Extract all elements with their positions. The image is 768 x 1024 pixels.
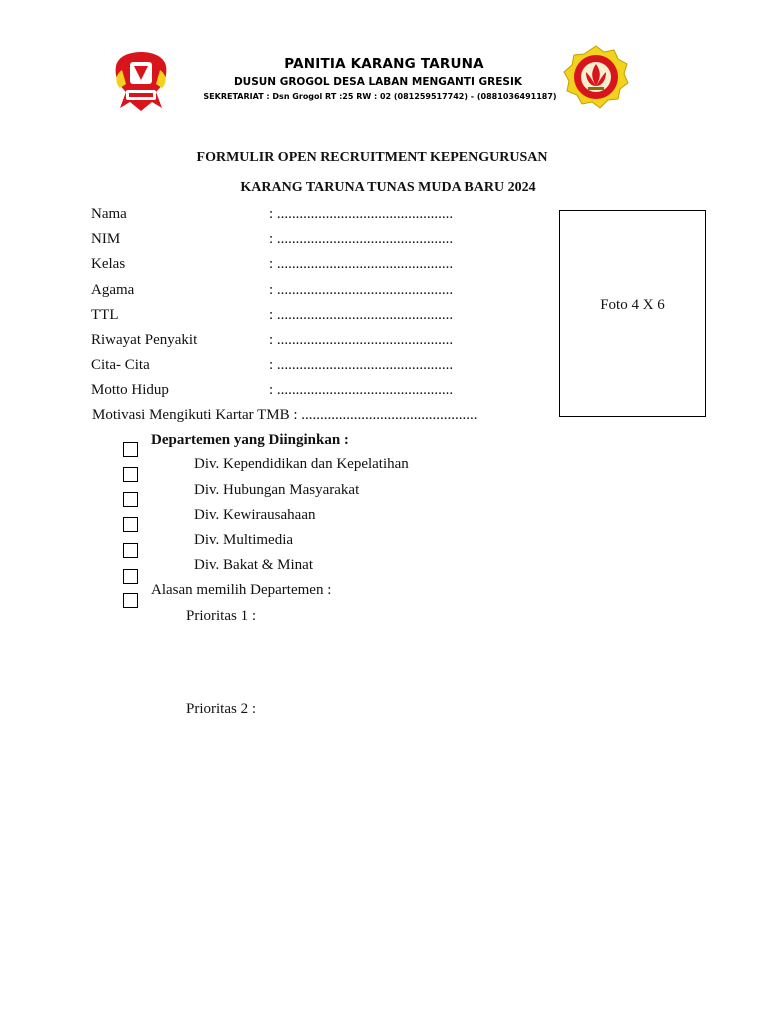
form-subtitle: KARANG TARUNA TUNAS MUDA BARU 2024 — [240, 180, 536, 195]
checkbox-3[interactable] — [123, 492, 138, 507]
photo-box — [559, 210, 706, 417]
photo-label: Foto 4 X 6 — [600, 297, 665, 313]
field-blank-cita-cita[interactable]: : ............................................... — [269, 357, 454, 373]
department-item: Div. Kewirausahaan — [194, 507, 316, 523]
org-address: DUSUN GROGOL DESA LABAN MENGANTI GRESIK — [233, 76, 523, 88]
checkbox-5[interactable] — [123, 543, 138, 558]
form-title: FORMULIR OPEN RECRUITMENT KEPENGURUSAN — [196, 150, 548, 165]
checkbox-1[interactable] — [123, 442, 138, 457]
checkbox-4[interactable] — [123, 517, 138, 532]
department-item: Div. Hubungan Masyarakat — [194, 482, 360, 498]
reason-label: Alasan memilih Departemen : — [151, 582, 332, 598]
field-label-nama: Nama — [91, 206, 127, 222]
field-blank-agama[interactable]: : ............................................... — [269, 282, 454, 298]
department-item: Div. Multimedia — [194, 532, 294, 548]
field-label-motto-hidup: Motto Hidup — [91, 382, 169, 398]
field-label-kelas: Kelas — [91, 256, 126, 272]
field-blank-motto-hidup[interactable]: : ............................................... — [269, 382, 454, 398]
field-label-cita-cita: Cita- Cita — [91, 357, 150, 373]
priority-2-label: Prioritas 2 : — [186, 701, 256, 717]
field-label-ttl: TTL — [91, 307, 119, 323]
field-label-riwayat-penyakit: Riwayat Penyakit — [91, 332, 198, 348]
secretariat-contact: SEKRETARIAT : Dsn Grogol RT :25 RW : 02 (081259517742) - (0881036491187) — [203, 92, 557, 101]
org-title: PANITIA KARANG TARUNA — [284, 56, 484, 72]
checkbox-7[interactable] — [123, 593, 138, 608]
field-blank-nama[interactable]: : ............................................... — [269, 206, 454, 222]
field-motivasi[interactable]: Motivasi Mengikuti Kartar TMB : ............................................... — [92, 407, 478, 423]
field-blank-kelas[interactable]: : ............................................... — [269, 256, 454, 272]
priority-1-label: Prioritas 1 : — [186, 608, 256, 624]
department-item: Div. Bakat & Minat — [194, 557, 314, 573]
field-label-agama: Agama — [91, 282, 135, 298]
department-item: Div. Kependidikan dan Kepelatihan — [194, 456, 409, 472]
checkbox-2[interactable] — [123, 467, 138, 482]
checkbox-6[interactable] — [123, 569, 138, 584]
field-label-nim: NIM — [91, 231, 121, 247]
field-blank-nim[interactable]: : ............................................... — [269, 231, 454, 247]
field-blank-riwayat-penyakit[interactable]: : ............................................... — [269, 332, 454, 348]
field-blank-ttl[interactable]: : ............................................... — [269, 307, 454, 323]
departments-heading: Departemen yang Diinginkan : — [151, 432, 349, 448]
